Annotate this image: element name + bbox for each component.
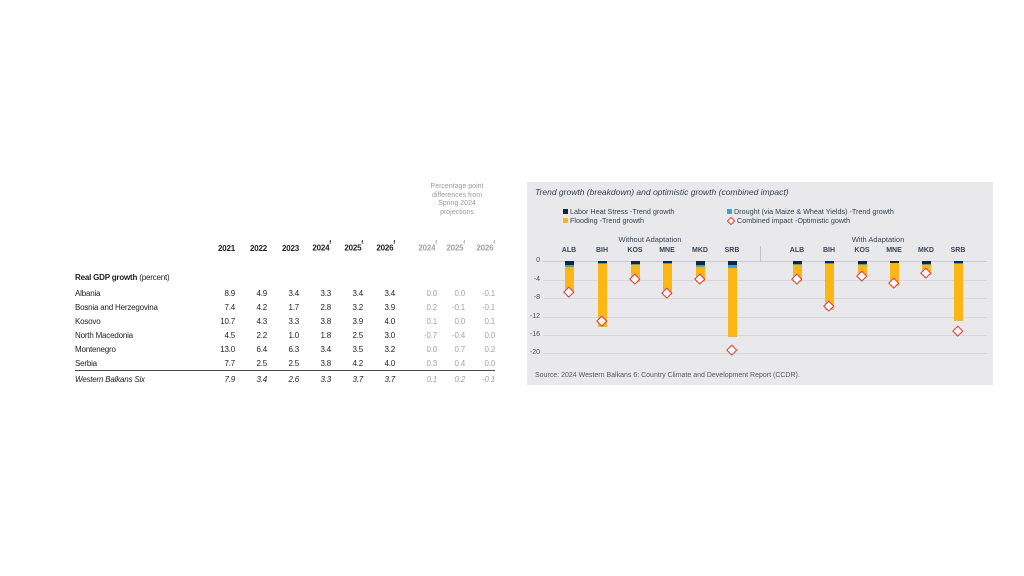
diff-column-header: 2025$^f$: [446, 240, 465, 253]
gdp-value: 3.4: [384, 288, 395, 298]
year-column-header: 2021: [218, 243, 235, 253]
diff-value: -0.1: [482, 302, 495, 312]
gdp-value: 2.5: [352, 330, 363, 340]
diff-value: 0.4: [454, 358, 465, 368]
table-header-row: [75, 240, 495, 256]
category-group-separator: [760, 246, 761, 262]
table-row: [75, 356, 495, 371]
gdp-value: 4.2: [256, 302, 267, 312]
country-name: Bosnia and Herzegovina: [75, 302, 158, 312]
note-line: projections: [440, 208, 474, 216]
column-gap: [395, 342, 409, 356]
gdp-value: 2.5: [256, 358, 267, 368]
note-line: Spring 2024: [438, 200, 476, 207]
table-row: [75, 342, 495, 356]
gdp-value: 2.5: [288, 358, 299, 368]
gdp-value: 3.9: [384, 302, 395, 312]
gdp-value: 7.9: [203, 371, 235, 388]
bar-segment-flooding: [954, 264, 963, 321]
category-label: MNE: [886, 247, 902, 254]
drought-legend-icon: [727, 209, 732, 214]
forecast-superscript: f: [329, 240, 331, 247]
table-row: [75, 314, 495, 328]
bar-segment-flooding: [728, 268, 737, 337]
legend-label: Flooding -Trend growth: [570, 216, 645, 225]
category-label: KOS: [627, 247, 643, 254]
y-axis-tick-label: -16: [529, 330, 540, 338]
forecast-superscript: f: [463, 240, 465, 247]
chart-title: Trend growth (breakdown) and optimistic growth (combined impact): [535, 187, 789, 197]
year-column-header: 2025$^f$: [344, 240, 363, 253]
chart-source-note: Source: 2024 Western Balkans 6: Country Climate and Development Report (CCDR).: [535, 372, 800, 379]
forecast-superscript: f: [361, 240, 363, 247]
diff-value: 0.3: [426, 358, 437, 368]
gridline: [543, 317, 987, 318]
real-gdp-growth-table: [75, 240, 495, 387]
column-gap: [395, 371, 409, 388]
section-title-unit: (percent): [137, 273, 170, 282]
gdp-value: 13.0: [220, 344, 235, 354]
gdp-value: 4.3: [256, 316, 267, 326]
country-name: North Macedonia: [75, 330, 133, 340]
column-gap: [395, 328, 409, 342]
category-label: MKD: [692, 247, 708, 254]
gdp-value: 1.8: [320, 330, 331, 340]
country-name: Serbia: [75, 358, 97, 368]
gdp-value: 3.8: [320, 316, 331, 326]
category-label: KOS: [854, 247, 870, 254]
gdp-value: 4.9: [256, 288, 267, 298]
gdp-value: 10.7: [220, 316, 235, 326]
category-label: ALB: [561, 247, 577, 254]
category-label: BIH: [595, 247, 609, 254]
gdp-value: 7.7: [224, 358, 235, 368]
trend-growth-chart-panel: [527, 182, 993, 385]
legend-label: Labor Heat Stress -Trend growth: [570, 206, 675, 216]
diff-value: 0.0: [454, 316, 465, 326]
gdp-value: 3.4: [235, 371, 267, 388]
category-label: ALB: [789, 247, 805, 254]
diff-value: 0.2: [437, 371, 465, 388]
diff-value: 0.2: [426, 302, 437, 312]
gridline: [543, 335, 987, 336]
table-projection-note: [416, 183, 498, 217]
gridline: [543, 298, 987, 299]
header-empty-cell: [75, 240, 203, 256]
diff-value: 0.1: [484, 316, 495, 326]
diff-value: 0.0: [484, 330, 495, 340]
country-name: Kosovo: [75, 316, 101, 326]
column-gap: [395, 314, 409, 328]
gdp-value: 3.3: [288, 316, 299, 326]
gdp-value: 4.0: [384, 358, 395, 368]
table-total-row: [75, 371, 495, 388]
gdp-value: 3.3: [320, 288, 331, 298]
diff-value: 0.0: [426, 344, 437, 354]
gdp-value: 3.4: [320, 344, 331, 354]
y-axis-tick-label: -20: [529, 349, 540, 357]
note-line: differences from: [431, 191, 483, 199]
gdp-value: 1.0: [288, 330, 299, 340]
gdp-value: 3.3: [299, 371, 331, 388]
gridline: [543, 353, 987, 354]
year-column-header: 2022: [250, 243, 267, 253]
column-gap: [395, 240, 409, 256]
diff-column-header: 2024$^f$: [418, 240, 437, 253]
diff-value: -0.7: [424, 330, 437, 340]
gdp-table-rows: [75, 240, 495, 387]
diff-value: 0.0: [454, 288, 465, 298]
legend-label: Drought (via Maize & Wheat Yields) -Trend growth: [734, 206, 894, 216]
gdp-value: 3.7: [331, 371, 363, 388]
legend-item: [727, 216, 850, 225]
category-label: MNE: [659, 247, 675, 254]
diff-value: 0.1: [409, 371, 437, 388]
gdp-value: 3.4: [352, 288, 363, 298]
gdp-value: 1.7: [288, 302, 299, 312]
diff-value: -0.4: [452, 330, 465, 340]
year-column-header: 2023: [282, 243, 299, 253]
labor-legend-icon: [563, 209, 568, 214]
gdp-value: 4.5: [224, 330, 235, 340]
diff-value: 0.0: [426, 288, 437, 298]
diff-value: 0.0: [484, 358, 495, 368]
flooding-legend-icon: [563, 218, 568, 223]
gridline: [543, 280, 987, 281]
country-name: Montenegro: [75, 344, 116, 354]
combined-impact-legend-icon: [727, 216, 735, 224]
y-axis-tick-label: -8: [533, 294, 540, 302]
gdp-value: 6.3: [288, 344, 299, 354]
gdp-value: 8.9: [224, 288, 235, 298]
gdp-value: 3.2: [384, 344, 395, 354]
gdp-value: 3.9: [352, 316, 363, 326]
legend-label: Combined impact -Optimistic gowth: [737, 216, 851, 225]
gdp-value: 3.4: [288, 288, 299, 298]
legend-item: [563, 216, 644, 225]
country-name: Albania: [75, 288, 101, 298]
group-label-with-adaptation: With Adaptation: [851, 235, 905, 244]
section-title-cell: [75, 256, 495, 286]
gdp-value: 3.8: [320, 358, 331, 368]
forecast-superscript: f: [393, 240, 395, 247]
column-gap: [395, 356, 409, 371]
gdp-value: 4.0: [384, 316, 395, 326]
diff-value: 0.1: [426, 316, 437, 326]
gdp-value: 3.7: [363, 371, 395, 388]
gdp-value: 2.2: [256, 330, 267, 340]
table-row: [75, 300, 495, 314]
table-row: [75, 286, 495, 300]
table-row: [75, 328, 495, 342]
year-column-header: 2026$^f$: [376, 240, 395, 253]
diff-value: -0.1: [482, 288, 495, 298]
gdp-value: 6.4: [256, 344, 267, 354]
legend-item: [727, 207, 894, 216]
y-axis-tick-label: 0: [536, 257, 540, 265]
gdp-value: 3.2: [352, 302, 363, 312]
y-axis-tick-label: -12: [529, 312, 540, 320]
gdp-value: 7.4: [224, 302, 235, 312]
diff-value: -0.1: [465, 371, 495, 388]
forecast-superscript: f: [493, 240, 495, 247]
gdp-value: 3.0: [384, 330, 395, 340]
legend-item: [563, 207, 674, 216]
category-label: BIH: [822, 247, 836, 254]
group-label-without-adaptation: Without Adaptation: [618, 235, 682, 244]
category-label: SRB: [950, 247, 966, 254]
diff-value: 0.7: [454, 344, 465, 354]
column-gap: [395, 286, 409, 300]
year-column-header: 2024$^f$: [312, 240, 331, 253]
gdp-value: 2.8: [320, 302, 331, 312]
diff-column-header: 2026$^f$: [476, 240, 495, 253]
category-label: MKD: [918, 247, 934, 254]
section-title: Real GDP growth: [75, 273, 138, 282]
category-label: SRB: [724, 247, 740, 254]
gdp-value: 4.2: [352, 358, 363, 368]
section-title-row: [75, 256, 495, 286]
note-line: Percentage point: [430, 183, 484, 190]
gridline: [543, 261, 987, 262]
y-axis-tick-label: -4: [533, 275, 540, 283]
country-name: Western Balkans Six: [75, 371, 203, 388]
gdp-value: 3.5: [352, 344, 363, 354]
diff-value: -0.1: [452, 302, 465, 312]
gdp-value: 2.6: [267, 371, 299, 388]
diff-value: 0.2: [484, 344, 495, 354]
column-gap: [395, 300, 409, 314]
forecast-superscript: f: [435, 240, 437, 247]
